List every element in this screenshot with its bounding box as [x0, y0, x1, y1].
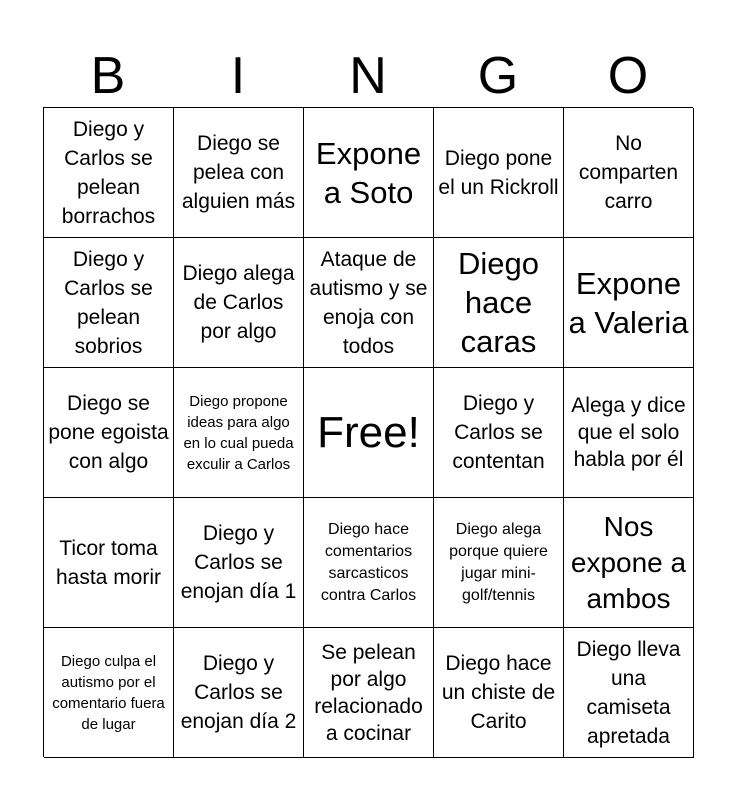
bingo-cell[interactable] — [174, 368, 304, 498]
cell-text: Diego propone ideas para algo en lo cual pueda exculir a Carlos — [183, 392, 294, 473]
cell-text: Diego y Carlos se pelean sobrios — [64, 247, 153, 358]
bingo-cell[interactable] — [44, 108, 174, 238]
cell-text: Diego hace comentarios sarcasticos contra Carlos — [320, 520, 417, 604]
bingo-cell[interactable] — [304, 108, 434, 238]
bingo-cell[interactable] — [564, 628, 694, 758]
title-letter-i: I — [230, 47, 246, 105]
bingo-cell[interactable] — [564, 108, 694, 238]
bingo-cell[interactable] — [564, 238, 694, 368]
cell-text: Ticor toma hasta morir — [55, 536, 162, 589]
cell-text: Diego y Carlos se enojan día 2 — [180, 652, 297, 733]
bingo-cell[interactable] — [564, 368, 694, 498]
bingo-cell[interactable] — [44, 628, 174, 758]
cell-text: Diego alega porque quiere jugar mini-golf/tennis — [449, 520, 548, 604]
cell-text: Diego hace un chiste de Carito — [441, 652, 556, 733]
bingo-cell[interactable] — [434, 108, 564, 238]
bingo-cell[interactable] — [174, 498, 304, 628]
cell-text: Nos expone a ambos — [570, 510, 687, 614]
cell-text: Diego hace caras — [458, 246, 539, 359]
cell-text: Diego pone el un Rickroll — [438, 146, 559, 199]
bingo-title — [43, 48, 693, 104]
cell-text: Diego culpa el autismo por el comentario fuera de lugar — [52, 652, 165, 733]
bingo-cell[interactable] — [434, 368, 564, 498]
bingo-cell[interactable] — [564, 498, 694, 628]
free-text: Free! — [317, 407, 420, 457]
bingo-cell[interactable] — [434, 498, 564, 628]
title-letter-b: B — [90, 47, 126, 105]
bingo-cell[interactable] — [434, 628, 564, 758]
cell-text: Diego y Carlos se enojan día 1 — [180, 522, 297, 603]
cell-text: Diego lleva una camiseta apretada — [576, 637, 681, 748]
cell-text: Diego y Carlos se pelean borrachos — [61, 117, 156, 228]
title-letter-o: O — [607, 47, 649, 105]
bingo-cell[interactable] — [434, 238, 564, 368]
bingo-cell[interactable] — [174, 108, 304, 238]
bingo-cell[interactable] — [44, 238, 174, 368]
cell-text: Diego y Carlos se contentan — [452, 392, 545, 473]
cell-text: Expone a Soto — [315, 135, 422, 210]
cell-text: Diego se pone egoista con algo — [48, 392, 169, 473]
cell-text: No comparten carro — [578, 132, 679, 213]
bingo-board — [43, 107, 693, 757]
bingo-cell[interactable] — [174, 238, 304, 368]
cell-text: Se pelean por algo relacionado a cocinar — [314, 640, 423, 745]
free-cell[interactable] — [304, 368, 434, 498]
cell-text: Diego alega de Carlos por algo — [182, 262, 295, 343]
bingo-cell[interactable] — [304, 238, 434, 368]
title-letter-g: G — [477, 47, 519, 105]
bingo-cell[interactable] — [304, 498, 434, 628]
bingo-cell[interactable] — [174, 628, 304, 758]
cell-text: Expone a Valeria — [568, 265, 689, 340]
cell-text: Diego se pelea con alguien más — [181, 132, 296, 213]
title-letter-n: N — [349, 47, 387, 105]
bingo-cell[interactable] — [44, 368, 174, 498]
bingo-cell[interactable] — [304, 628, 434, 758]
bingo-cell[interactable] — [44, 498, 174, 628]
cell-text: Ataque de autismo y se enoja con todos — [309, 247, 428, 358]
cell-text: Alega y dice que el solo habla por él — [571, 394, 686, 471]
